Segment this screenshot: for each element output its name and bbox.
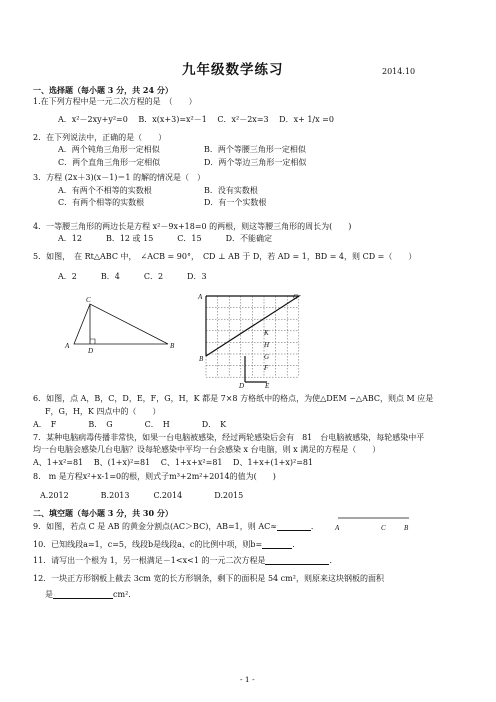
q8-options: A.2012 B.2013 C.2014 D.2015	[40, 491, 244, 500]
q6-line2: F，G，H，K 四点中的（ ）	[45, 407, 161, 416]
grid-label-b: B	[199, 355, 204, 363]
q1-stem: 1.在下列方程中是一元二次方程的是 （ ）	[33, 97, 197, 106]
q12-prefix: 是	[45, 590, 53, 599]
q6-line1: 6．如图，点 A，B，C，D，E，F，G，H，K 都是 7×8 方格纸中的格点，为使△DEM ∽△ABC，则点 M 应是	[33, 394, 434, 403]
page-title: 九年级数学练习	[182, 62, 284, 78]
q2-option-c: C．两个直角三角形一定相似	[58, 158, 161, 167]
segment-label-a: A	[335, 524, 340, 532]
page-number: - 1 -	[240, 675, 255, 684]
triangle-label-c: C	[86, 296, 91, 304]
grid-label-f: F	[264, 364, 269, 372]
q5-options: A．2 B．4 C．2 D．3	[58, 272, 207, 281]
q10-stem: 10．已知线段a=1，c=5，线段b是线段a、c的比例中项，则b=	[33, 540, 263, 549]
q7-line1: 7．某种电脑病毒传播非常快，如果一台电脑被感染，经过两轮感染后会有 81 台电脑被感染，每轮感染中平	[33, 433, 425, 442]
q3-option-c: C．有两个相等的实数根	[58, 198, 145, 207]
q7-options: A、1+x²=81 B、(1+x)²=81 C、1+x+x²=81 D、1+x+(1+x)²=81	[33, 458, 314, 467]
triangle-label-b: B	[170, 342, 175, 350]
q2-stem: 2．在下列说法中，正确的是（ ）	[33, 133, 167, 142]
q3-stem: 3．方程 (2x＋3)(x－1)＝1 的解的情况是（ ）	[33, 173, 206, 182]
section-heading-fill: 二、填空题（每小题 3 分，共 30 分）	[33, 508, 173, 518]
grid-label-a: A	[198, 293, 203, 301]
q12-answer-blank[interactable]	[53, 590, 113, 599]
q12-line2	[45, 590, 136, 599]
q5-stem: 5．如图， 在 Rt△ABC 中， ∠ACB = 90°， CD ⊥ AB 于 D，若 AD = 1，BD = 4，则 CD =（ ）	[33, 252, 417, 261]
q3-option-d: D．有一个实数根	[204, 198, 267, 207]
q2-option-d: D．两个等边三角形一定相似	[204, 158, 307, 167]
grid-label-h: H	[264, 341, 270, 349]
q11-text: 11．请写出一个根为 1，另一根满足－1<x<1 的一元二次方程是 ．	[33, 556, 338, 565]
q10-answer-blank[interactable]	[262, 540, 292, 549]
q2-option-b: B．两个等腰三角形一定相似	[204, 145, 306, 154]
q1-options: A．x²－2xy+y²=0 B．x(x+3)=x²－1 C．x²－2x=3 D．x+ 1/x =0	[58, 115, 334, 124]
q8-stem: 8. m 是方程x²+x-1=0的根，则式子m³+2m²+2014的值为( )	[33, 472, 276, 481]
q2-option-a: A．两个钝角三角形一定相似	[58, 145, 160, 154]
triangle-label-a: A	[65, 342, 70, 350]
q12-unit: cm²．	[113, 590, 137, 599]
q3-option-a: A．有两个不相等的实数根	[58, 186, 152, 195]
q12-line1: 12．一块正方形钢板上截去 3cm 宽的长方形钢条，剩下的面积是 54 cm²，则原来这块钢板的面积	[33, 574, 384, 583]
section-heading-choice: 一、选择题（每小题 3 分，共 24 分）	[33, 85, 173, 95]
q10-text: 10．已知线段a=1，c=5，线段b是线段a、c的比例中项，则b= ．	[33, 540, 301, 549]
grid-label-d: D	[239, 382, 245, 390]
q11-answer-blank[interactable]	[265, 556, 329, 565]
date-label: 2014.10	[382, 67, 416, 76]
grid-label-g: G	[264, 353, 270, 361]
q9-stem: 9．如图，若点 C 是 AB 的黄金分割点(AC＞BC)，AB=1，则 AC≈	[33, 522, 277, 531]
q4-stem: 4．一等腰三角形的两边长是方程 x²－9x+18=0 的两根，则这等腰三角形的周长为( )	[33, 222, 352, 231]
q9-answer-blank[interactable]	[277, 522, 311, 531]
q6-options: A． F B． G C． H D． K	[33, 420, 227, 429]
segment-label-c: C	[381, 524, 386, 532]
segment-label-b: B	[404, 524, 409, 532]
triangle-label-d: D	[88, 347, 94, 355]
triangle-figure	[65, 296, 178, 355]
q4-options: A．12 B．12 或 15 C．15 D．不能确定	[58, 234, 272, 243]
grid-label-c: C	[293, 293, 298, 301]
q3-option-b: B．没有实数根	[204, 186, 258, 195]
grid-label-k: K	[264, 329, 269, 337]
q7-line2: 均一台电脑会感染几台电脑？设每轮感染中平均一台会感染 x 台电脑，则 x 满足的方程是（ ）	[33, 445, 381, 454]
q11-stem: 11．请写出一个根为 1，另一根满足－1<x<1 的一元二次方程是	[33, 556, 266, 565]
grid-label-e: E	[265, 382, 270, 390]
segment-figure	[334, 510, 414, 532]
grid-figure	[196, 288, 316, 388]
q9-text: 9．如图，若点 C 是 AB 的黄金分割点(AC＞BC)，AB=1，则 AC≈ ．	[33, 522, 319, 531]
